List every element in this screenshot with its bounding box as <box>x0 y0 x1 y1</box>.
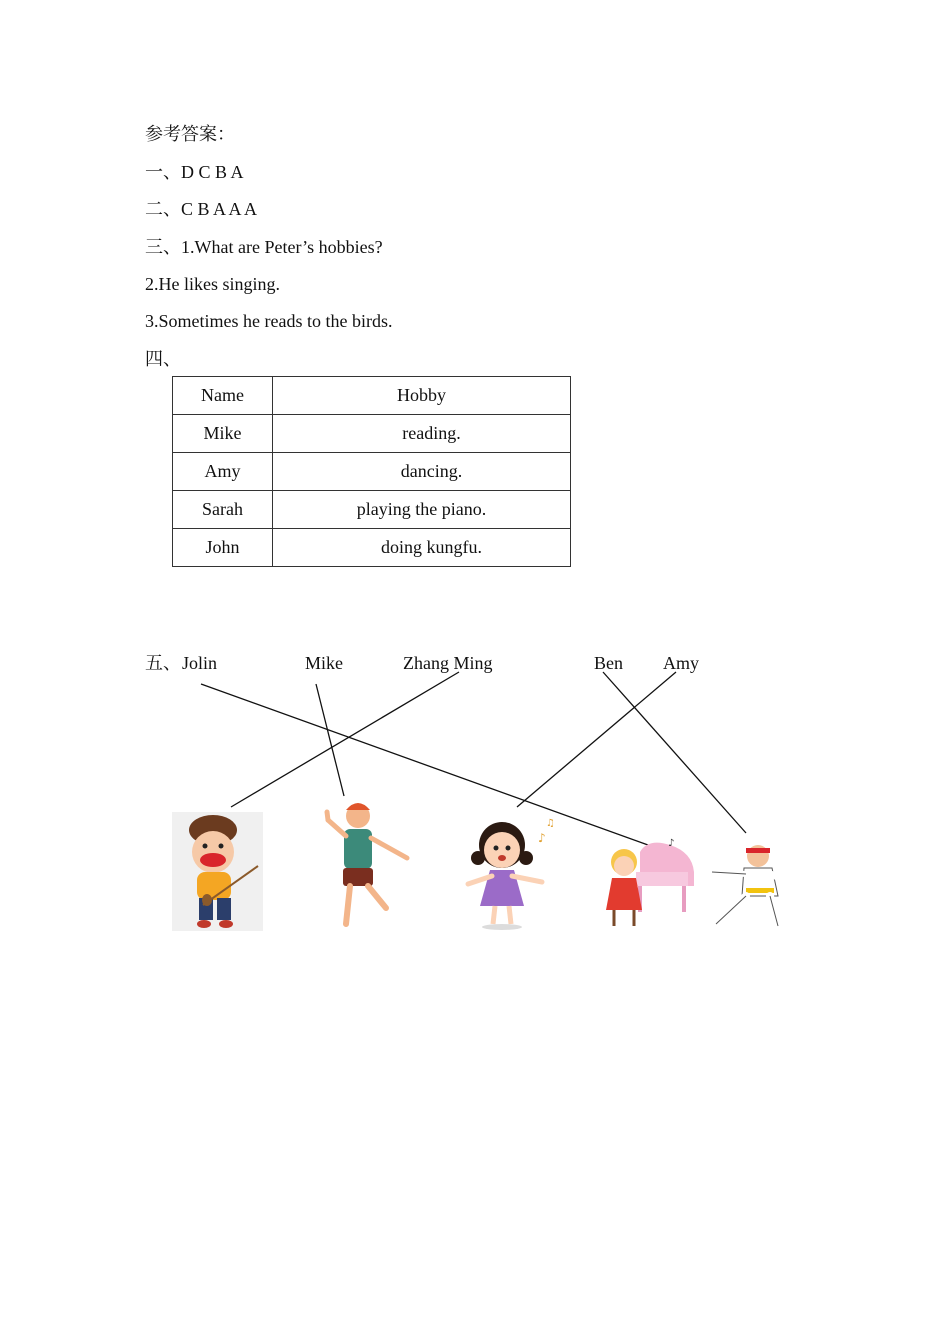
dancing-boy-picture <box>327 803 407 924</box>
table-header-hobby: Hobby <box>273 377 571 415</box>
erhu-boy-picture <box>172 812 263 931</box>
match-name-jolin: Jolin <box>182 653 218 673</box>
answer-section-3-q2: 2.He likes singing. <box>145 274 280 294</box>
singing-girl-picture <box>468 818 555 930</box>
table-cell-name: John <box>173 529 273 567</box>
match-line-ben-kungfu <box>603 672 746 833</box>
svg-text:♪: ♪ <box>538 831 546 845</box>
match-name-ben: Ben <box>594 653 623 673</box>
piano-girl-picture <box>606 838 694 926</box>
match-line-amy-sing <box>517 672 676 807</box>
match-name-mike: Mike <box>305 653 343 673</box>
answer-section-3-q1: 三、1.What are Peter’s hobbies? <box>145 237 383 257</box>
table-cell-hobby: reading. <box>273 415 571 453</box>
table-cell-hobby: doing kungfu. <box>273 529 571 567</box>
svg-text:♪: ♪ <box>668 838 675 849</box>
match-line-mike-dance <box>316 684 344 796</box>
kungfu-boy-picture <box>712 845 786 926</box>
answer-section-3-q3: 3.Sometimes he reads to the birds. <box>145 311 393 331</box>
svg-text:♫: ♫ <box>546 818 555 829</box>
answer-section-1: 一、D C B A <box>145 162 244 182</box>
answer-heading: 参考答案： <box>145 124 235 144</box>
section-5-prefix: 五、 <box>145 653 181 673</box>
match-name-amy: Amy <box>663 653 699 673</box>
match-name-zhang-ming: Zhang Ming <box>403 653 493 673</box>
table-cell-hobby: playing the piano. <box>273 491 571 529</box>
table-header-name: Name <box>173 377 273 415</box>
matching-lines <box>201 672 746 845</box>
table-cell-name: Mike <box>173 415 273 453</box>
match-line-jolin-piano <box>201 684 648 845</box>
answer-section-4-label: 四、 <box>145 349 181 369</box>
match-line-zhangming-erhu <box>231 672 459 807</box>
table-cell-hobby: dancing. <box>273 453 571 491</box>
table-cell-name: Amy <box>173 453 273 491</box>
answer-section-2: 二、C B A A A <box>145 199 258 219</box>
table-cell-name: Sarah <box>173 491 273 529</box>
